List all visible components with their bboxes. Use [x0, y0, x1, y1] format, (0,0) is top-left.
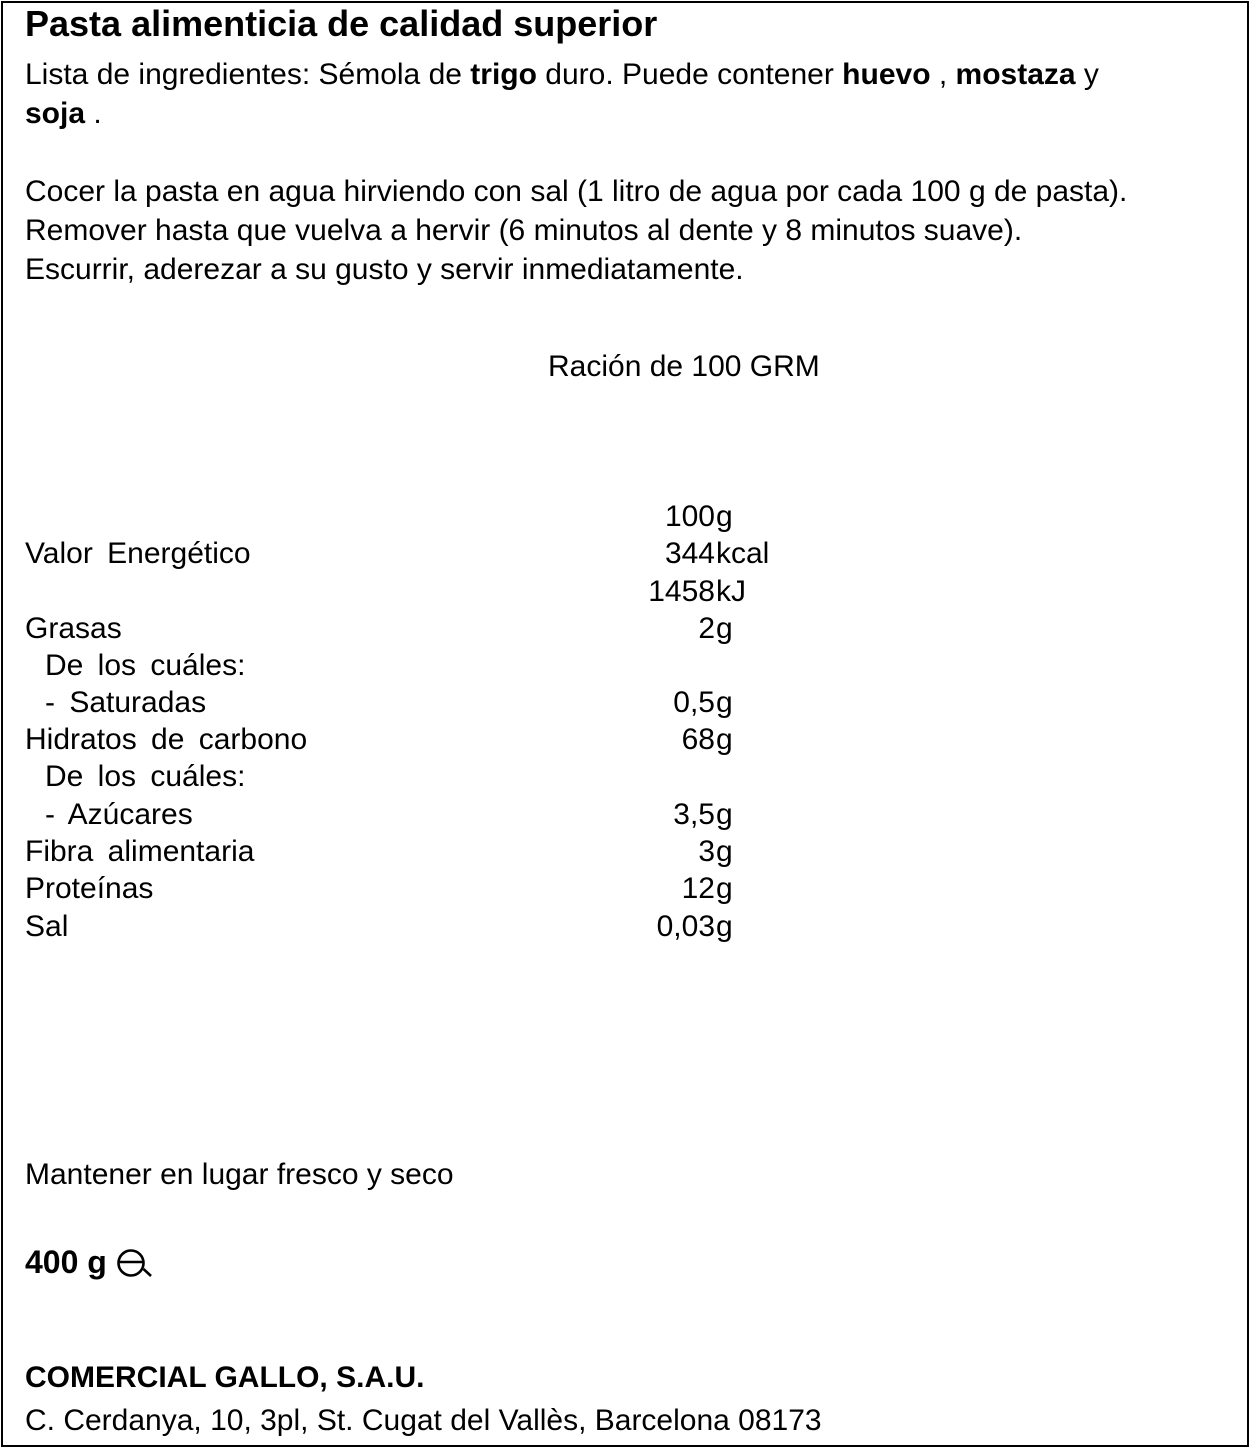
instruction-line: Escurrir, aderezar a su gusto y servir inmediatamente.	[25, 253, 744, 286]
nutrition-header-row	[25, 498, 1025, 535]
nutrition-unit: g	[716, 723, 733, 756]
serving-size: Ración de 100 GRM	[548, 350, 820, 383]
nutrition-label: Hidratos de carbono	[25, 723, 308, 756]
allergen-huevo: huevo	[842, 58, 931, 91]
ingredients-list	[25, 55, 1099, 133]
nutrition-label: De los cuáles:	[45, 649, 246, 682]
nutrition-header-unit: g	[716, 500, 733, 533]
allergen-soja: soja	[25, 97, 86, 130]
ingredients-text: .	[85, 97, 102, 130]
nutrition-row-sugars	[25, 796, 1025, 833]
nutrition-row-energy-kj	[25, 573, 1025, 610]
nutrition-row-fat	[25, 610, 1025, 647]
nutrition-label: - Saturadas	[45, 686, 207, 719]
nutrition-label: - Azúcares	[45, 798, 193, 831]
nutrition-row-subheading	[25, 647, 1025, 684]
nutrition-value: 2	[698, 612, 715, 645]
nutrition-unit: g	[716, 910, 733, 943]
nutrition-value: 68	[681, 723, 715, 756]
estimated-e-mark-icon	[115, 1247, 153, 1282]
net-weight: 400 g	[25, 1244, 107, 1280]
nutrition-value: 0,03	[656, 910, 715, 943]
nutrition-row-energy-kcal	[25, 535, 1025, 572]
nutrition-row-protein	[25, 870, 1025, 907]
ingredients-text: duro. Puede contener	[536, 58, 843, 91]
nutrition-row-fibre	[25, 833, 1025, 870]
company-name: COMERCIAL GALLO, S.A.U.	[25, 1361, 425, 1394]
nutrition-row-carbohydrates	[25, 721, 1025, 758]
nutrition-label: Fibra alimentaria	[25, 835, 255, 868]
nutrition-unit: g	[716, 835, 733, 868]
allergen-mostaza: mostaza	[955, 58, 1076, 91]
nutrition-value: 3,5	[673, 798, 715, 831]
nutrition-label: Proteínas	[25, 872, 154, 905]
nutrition-row-subheading	[25, 758, 1025, 795]
cooking-instructions	[25, 172, 1127, 289]
ingredients-text: y	[1075, 58, 1099, 91]
allergen-trigo: trigo	[470, 58, 537, 91]
nutrition-row-salt	[25, 908, 1025, 945]
nutrition-header-value: 100	[664, 500, 715, 533]
ingredients-text: Lista de ingredientes: Sémola de	[25, 58, 471, 91]
nutrition-value: 3	[698, 835, 715, 868]
storage-instructions: Mantener en lugar fresco y seco	[25, 1158, 454, 1191]
nutrition-unit: kcal	[716, 537, 770, 570]
net-weight-block	[25, 1240, 153, 1284]
product-title: Pasta alimenticia de calidad superior	[25, 3, 658, 44]
nutrition-row-saturates	[25, 684, 1025, 721]
instruction-line: Remover hasta que vuelva a hervir (6 minutos al dente y 8 minutos suave).	[25, 214, 1023, 247]
nutrition-unit: kJ	[716, 575, 746, 608]
nutrition-unit: g	[716, 686, 733, 719]
nutrition-value: 0,5	[673, 686, 715, 719]
instruction-line: Cocer la pasta en agua hirviendo con sal (1 litro de agua por cada 100 g de pasta).	[25, 175, 1128, 208]
company-address: C. Cerdanya, 10, 3pl, St. Cugat del Vallès, Barcelona 08173	[25, 1404, 822, 1437]
nutrition-value: 344	[664, 537, 715, 570]
nutrition-unit: g	[716, 872, 733, 905]
nutrition-value: 12	[681, 872, 715, 905]
nutrition-label: Grasas	[25, 612, 122, 645]
nutrition-unit: g	[716, 612, 733, 645]
nutrition-label: Valor Energético	[25, 537, 251, 570]
nutrition-value: 1458	[648, 575, 715, 608]
nutrition-label: De los cuáles:	[45, 760, 246, 793]
nutrition-unit: g	[716, 798, 733, 831]
nutrition-label: Sal	[25, 910, 69, 943]
ingredients-text: ,	[930, 58, 956, 91]
